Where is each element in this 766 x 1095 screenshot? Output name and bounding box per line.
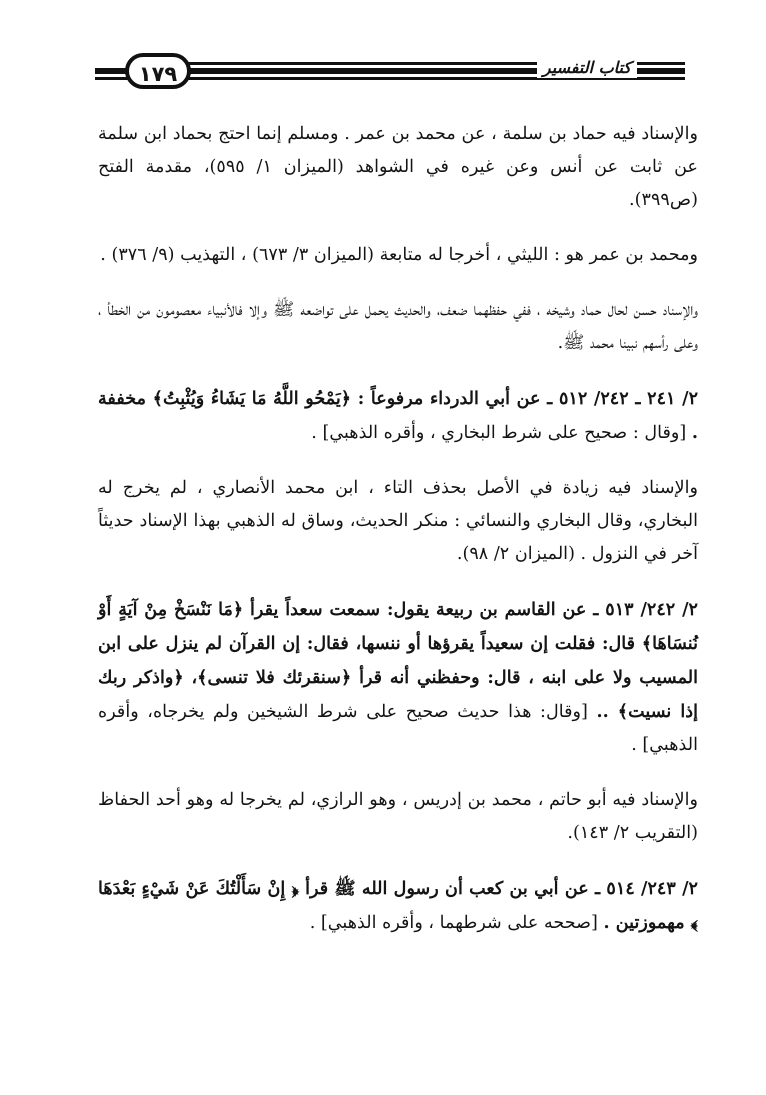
paragraph: والإسناد فيه حماد بن سلمة ، عن محمد بن عمر . ومسلم إنما احتج بحماد ابن سلمة عن ثابت عن أنس وعن غيره في الشواهد (الميزان ١/ ٥٩٥)، مقدمة الفتح (ص٣٩٩). (98, 124, 698, 210)
hadith-text: ٢/ ٢٤٣/ ٥١٤ ـ عن أبي بن كعب أن رسول الله ﷺ قرأ ﴿ إِنْ سَأَلْتُكَ عَنْ شَيْءٍ بَعْدَهَا ﴾ مهموزتين . (98, 878, 698, 933)
paragraph: والإسناد فيه زيادة في الأصل بحذف التاء ، ابن محمد الأنصاري ، لم يخرج له البخاري، وقال البخاري والنسائي : منكر الحديث، وساق له الذهبي بهذا الإسناد حديثاً آخر في النزول . (الميزان ٢/ ٩٨). (98, 478, 698, 564)
page-header (95, 48, 685, 98)
paragraph: ومحمد بن عمر هو : الليثي ، أخرجا له متابعة (الميزان ٣/ ٦٧٣) ، التهذيب (٩/ ٣٧٦) . (100, 245, 698, 265)
hadith-text: ٢/ ٢٤١ ـ ٢٤٢/ ٥١٢ ـ عن أبي الدرداء مرفوعاً : ﴿يَمْحُو اللَّهُ مَا يَشَاءُ وَيُثْبِتُ﴾ مخففة . (98, 388, 699, 443)
hadith-entry (98, 872, 698, 940)
hadith-text: ٢/ ٢٤٢/ ٥١٣ ـ عن القاسم بن ربيعة يقول: سمعت سعداً يقرأ ﴿مَا نَنْسَخْ مِنْ آيَةٍ أَوْ نُنسَاهَا﴾ قال: فقلت إن سعيداً يقرؤها أو ننسها، فقال: إن القرآن لم ينزل على ابن المسيب ولا على ابنه ، قال: وحفظني أنه قرأ ﴿سنقرئك فلا تنسى﴾، ﴿واذكر ربك إذا نسيت﴾ .. (98, 599, 698, 722)
paragraph: والإسناد حسن لحال حماد وشيخه ، ففي حفظهما ضعف، والحديث يحمل على تواضعه ﷺ وإلا فالأنبياء معصومون من الخطأ ، وعلى رأسهم نبينا محمد ﷺ. (98, 300, 698, 353)
page-body (98, 118, 698, 962)
grading-note: [وقال: هذا حديث صحيح على شرط الشيخين ولم يخرجاه، وأقره الذهبي] . (98, 702, 698, 755)
book-title: كتاب التفسير (537, 58, 637, 78)
hadith-entry (98, 593, 698, 762)
paragraph: والإسناد فيه أبو حاتم ، محمد بن إدريس ، وهو الرازي، لم يخرجا له وهو أحد الحفاظ (التقريب ٢/ ١٤٣). (98, 790, 698, 843)
hadith-entry (98, 382, 698, 450)
grading-note: [وقال : صحيح على شرط البخاري ، وأقره الذهبي] . (311, 423, 692, 443)
page-number: ١٧٩ (125, 53, 191, 89)
grading-note: [صححه على شرطهما ، وأقره الذهبي] . (309, 913, 604, 933)
